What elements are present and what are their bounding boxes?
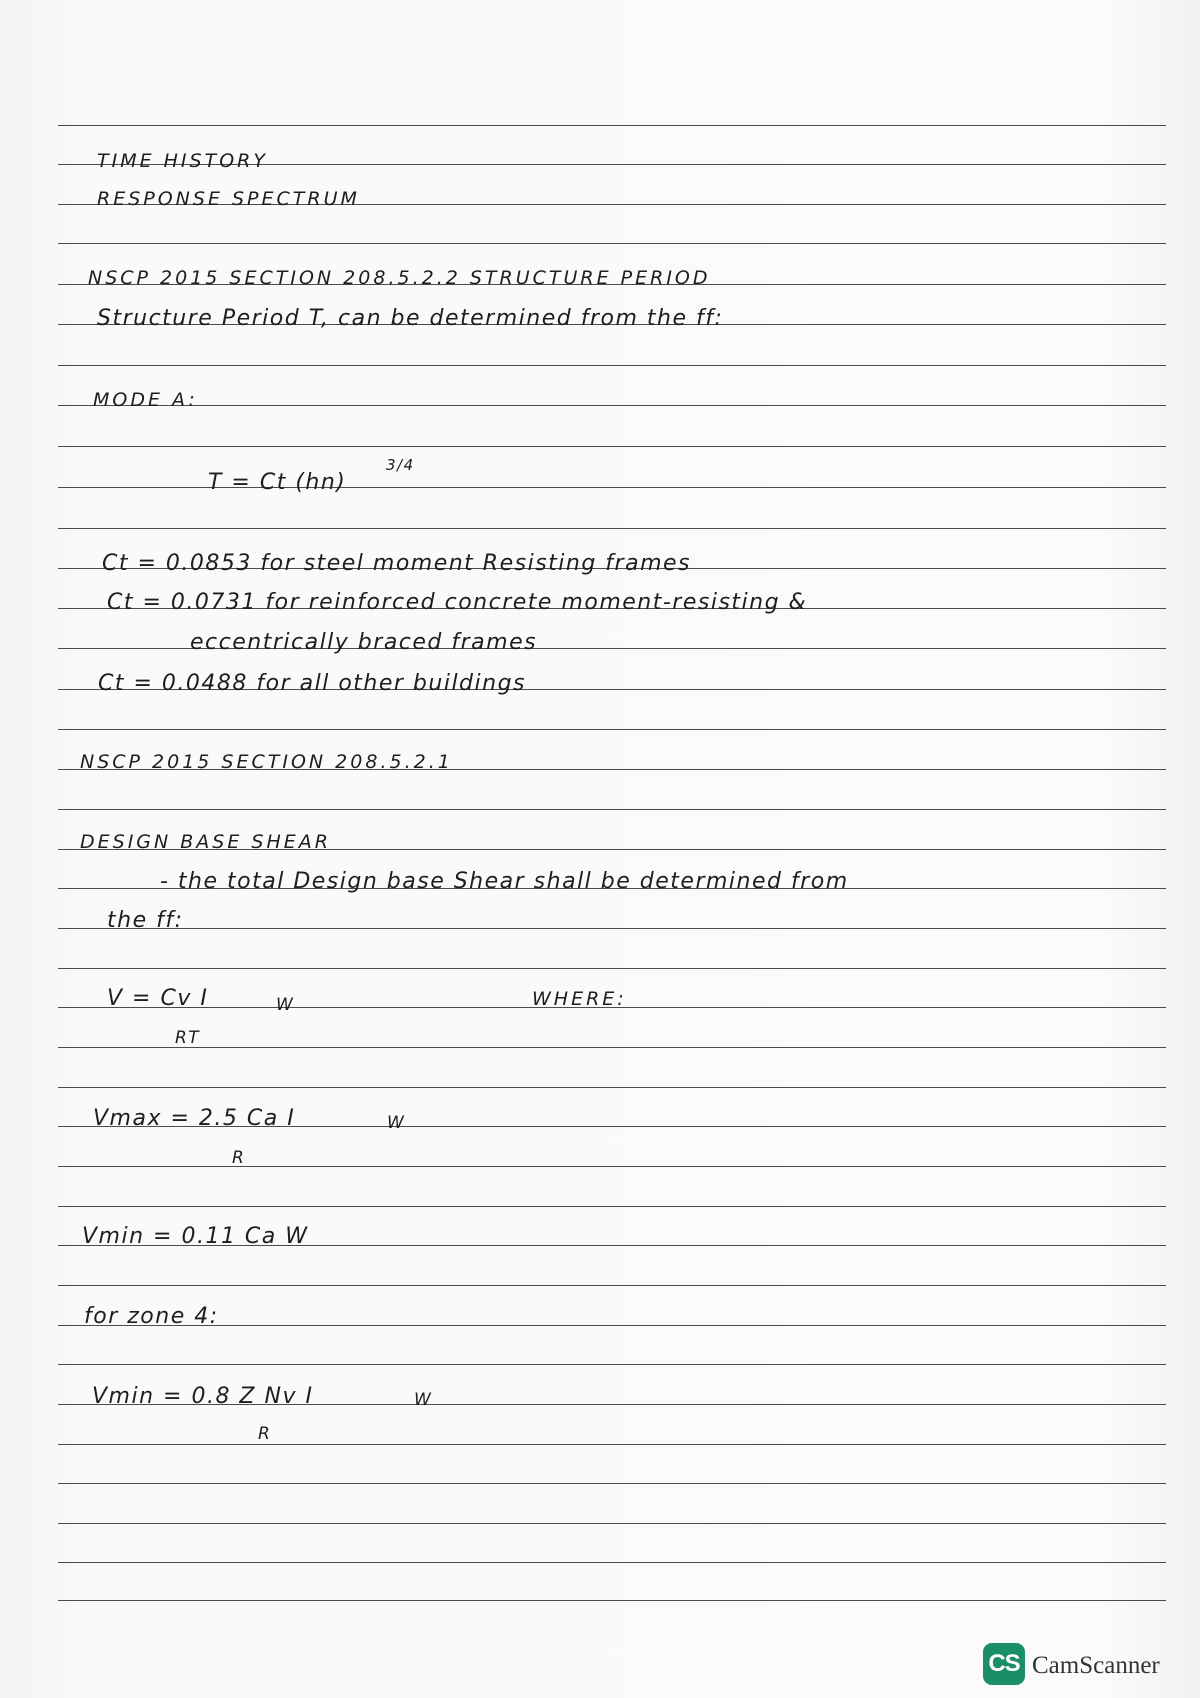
v-formula: V = Cv I — [107, 986, 209, 1011]
v-formula-w: W — [276, 995, 295, 1015]
v-formula-denominator: RT — [175, 1028, 201, 1048]
ruled-line — [58, 446, 1166, 447]
base-shear-text: - the total Design base Shear shall be determined from — [160, 869, 849, 894]
heading-response-spectrum: RESPONSE SPECTRUM — [97, 188, 360, 210]
ruled-line — [58, 1325, 1166, 1326]
zone-4-label: for zone 4: — [84, 1304, 219, 1329]
ruled-line — [58, 243, 1166, 244]
ruled-line — [58, 1206, 1166, 1207]
structure-period-text: Structure Period T, can be determined from the ff: — [97, 306, 724, 331]
heading-nscp-base-shear-section: NSCP 2015 SECTION 208.5.2.1 — [80, 751, 453, 773]
ruled-line — [58, 968, 1166, 969]
heading-design-base-shear: DESIGN BASE SHEAR — [80, 831, 331, 853]
ruled-line — [58, 528, 1166, 529]
vmin-zone4-w: W — [414, 1390, 433, 1410]
ruled-line — [58, 729, 1166, 730]
vmax-formula-w: W — [387, 1113, 406, 1133]
vmin-zone4-denominator: R — [258, 1424, 272, 1444]
ct-steel-line: Ct = 0.0853 for steel moment Resisting frames — [102, 551, 692, 576]
ct-concrete-line-cont: eccentrically braced frames — [190, 630, 538, 655]
ruled-line — [58, 1483, 1166, 1484]
vmax-formula-denominator: R — [232, 1148, 246, 1168]
ct-other-line: Ct = 0.0488 for all other buildings — [98, 671, 527, 696]
ruled-line — [58, 365, 1166, 366]
camscanner-brand-name: CamScanner — [1032, 1652, 1160, 1679]
ruled-line — [58, 1166, 1166, 1167]
ruled-line — [58, 1047, 1166, 1048]
ct-concrete-line: Ct = 0.0731 for reinforced concrete moment-resisting & — [107, 590, 808, 615]
vmax-formula: Vmax = 2.5 Ca I — [93, 1106, 296, 1131]
ruled-line — [58, 1364, 1166, 1365]
period-formula: T = Ct (hn) — [208, 470, 347, 495]
heading-time-history: TIME HISTORY — [97, 150, 268, 172]
ruled-line — [58, 1285, 1166, 1286]
ruled-line — [58, 405, 1166, 406]
vmin-formula: Vmin = 0.11 Ca W — [82, 1224, 309, 1249]
heading-mode-a: MODE A: — [93, 389, 198, 411]
ruled-line — [58, 1523, 1166, 1524]
ruled-line — [58, 928, 1166, 929]
camscanner-logo: CS — [983, 1643, 1025, 1685]
period-exponent: 3/4 — [386, 456, 415, 474]
heading-nscp-structure-period: NSCP 2015 SECTION 208.5.2.2 STRUCTURE PERIOD — [88, 267, 711, 289]
ruled-line — [58, 1562, 1166, 1563]
where-label: WHERE: — [532, 988, 627, 1010]
base-shear-text-cont: the ff: — [107, 908, 184, 933]
ruled-line — [58, 1444, 1166, 1445]
ruled-line — [58, 1600, 1166, 1601]
ruled-line — [58, 1087, 1166, 1088]
ruled-line — [58, 125, 1166, 126]
ruled-line — [58, 809, 1166, 810]
vmin-zone4-formula: Vmin = 0.8 Z Nv I — [92, 1384, 314, 1409]
